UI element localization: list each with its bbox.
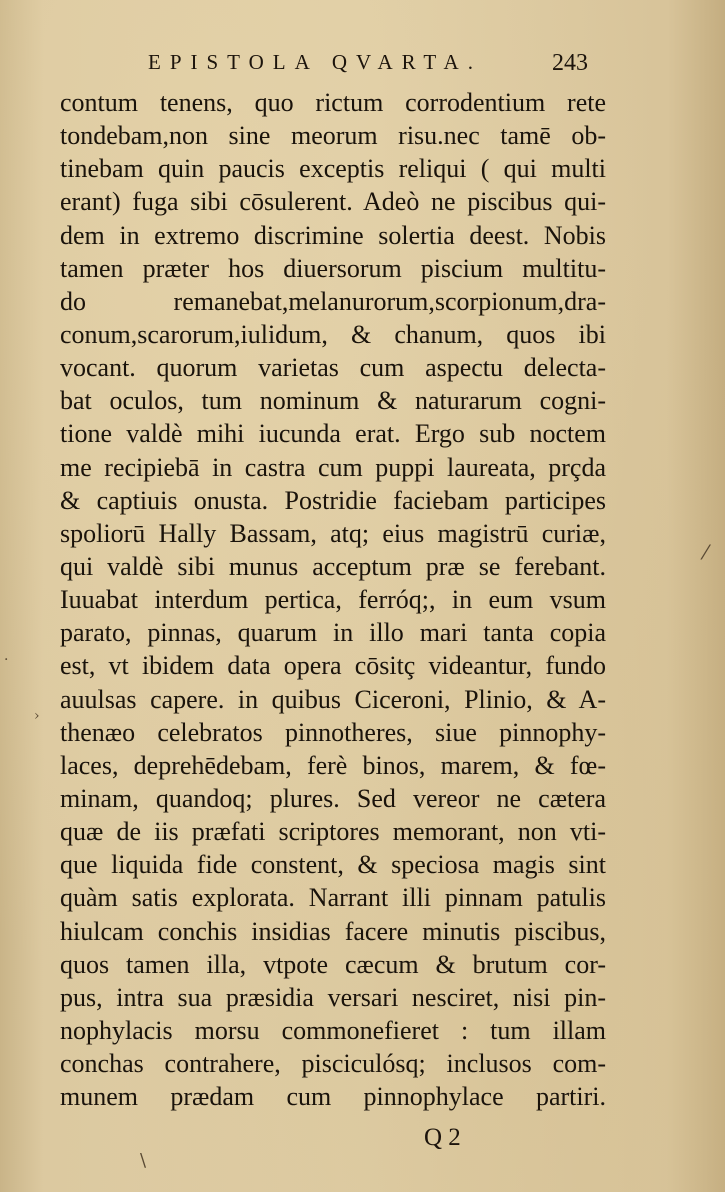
text-line: tondebam,non sine meorum risu.nec tamē ob- bbox=[60, 121, 606, 151]
text-line: est, vt ibidem data opera cōsitç videantur, fundo bbox=[60, 651, 606, 681]
text-line: me recipiebā in castra cum puppi laureata, prçda bbox=[60, 452, 606, 482]
text-line: thenæo celebratos pinnotheres, siue pinnophy- bbox=[60, 717, 606, 747]
text-line: quæ de iis præfati scriptores memorant, non vti- bbox=[60, 817, 606, 847]
text-line: laces, deprehēdebam, ferè binos, marem, & fœ- bbox=[60, 750, 606, 780]
body-text bbox=[60, 86, 606, 1113]
text-line: conum,scarorum,iulidum, & chanum, quos ibi bbox=[60, 319, 606, 349]
text-line: spoliorū Hally Bassam, atq; eius magistrū curiæ, bbox=[60, 518, 606, 548]
text-line: quàm satis explorata. Narrant illi pinnam patulis bbox=[60, 883, 606, 913]
margin-stroke-mark: \ bbox=[140, 1150, 147, 1171]
text-line: contum tenens, quo rictum corrodentium rete bbox=[60, 88, 606, 117]
margin-tick-mark: ⁄ bbox=[704, 540, 708, 564]
text-line: nophylacis morsu commonefieret : tum illam bbox=[60, 1015, 606, 1045]
text-line: bat oculos, tum nominum & naturarum cogni- bbox=[60, 386, 606, 416]
text-line: do remanebat,melanurorum,scorpionum,dra- bbox=[60, 286, 606, 316]
page-number: 243 bbox=[552, 50, 588, 76]
text-line: auulsas capere. in quibus Ciceroni, Plinio, & A- bbox=[60, 684, 606, 714]
text-line: erant) fuga sibi cōsulerent. Adeò ne piscibus qui- bbox=[60, 187, 606, 217]
text-line: conchas contrahere, pisciculósq; inclusos com- bbox=[60, 1049, 606, 1079]
text-line: que liquida fide constent, & speciosa magis sint bbox=[60, 850, 606, 880]
text-line: & captiuis onusta. Postridie faciebam participes bbox=[60, 485, 606, 515]
text-line: Iuuabat interdum pertica, ferróq;, in eum vsum bbox=[60, 585, 606, 615]
text-line: parato, pinnas, quarum in illo mari tanta copia bbox=[60, 618, 606, 648]
text-line: pus, intra sua præsidia versari nesciret, nisi pin- bbox=[60, 982, 606, 1012]
text-line: qui valdè sibi munus acceptum præ se ferebant. bbox=[60, 551, 606, 581]
text-line: quos tamen illa, vtpote cæcum & brutum cor- bbox=[60, 949, 606, 979]
text-line: munem prædam cum pinnophylace partiri. bbox=[60, 1082, 606, 1112]
running-head bbox=[0, 50, 725, 80]
text-line: tinebam quin paucis exceptis reliqui ( qui multi bbox=[60, 154, 606, 184]
signature-mark: Q 2 bbox=[424, 1124, 461, 1151]
running-title: EPISTOLA QVARTA. bbox=[148, 50, 482, 74]
text-line: tione valdè mihi iucunda erat. Ergo sub noctem bbox=[60, 419, 606, 449]
margin-pointer-mark: › bbox=[34, 708, 40, 724]
text-line: dem in extremo discrimine solertia deest. Nobis bbox=[60, 220, 606, 250]
text-line: hiulcam conchis insidias facere minutis piscibus, bbox=[60, 916, 606, 946]
text-line: minam, quandoq; plures. Sed vereor ne cætera bbox=[60, 783, 606, 813]
text-line: vocant. quorum varietas cum aspectu delecta- bbox=[60, 353, 606, 383]
text-line: tamen præter hos diuersorum piscium multitu- bbox=[60, 253, 606, 283]
margin-dot-mark: · bbox=[4, 652, 9, 668]
